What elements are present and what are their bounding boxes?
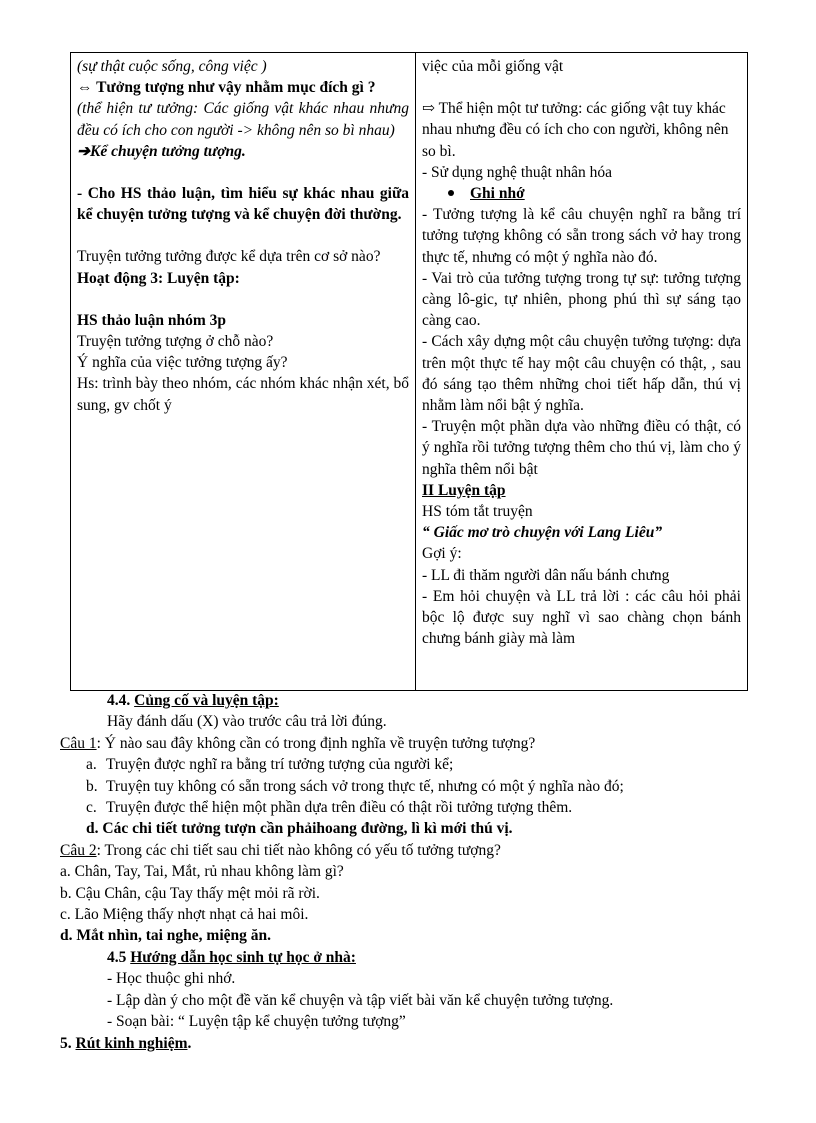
right-paragraph: việc của mỗi giống vật [422,58,564,75]
section-4-5-title: Hướng dẫn học sinh tự học ở nhà: [130,948,356,966]
question-2-option: b. Cậu Chân, cậu Tay thấy mệt mỏi rã rời. [60,884,320,902]
left-paragraph: Hoạt động 3: Luyện tập: [77,269,240,287]
left-paragraph: ➔Kể chuyện tưởng tượng. [77,142,246,160]
homework-item: - Lập dàn ý cho một đề văn kể chuyện và tập viết bài văn kể chuyện tưởng tượng. [107,991,614,1009]
right-paragraph: Ghi nhớ [422,183,741,204]
question-2-option: c. Lão Miệng thấy nhợt nhạt cả hai môi. [60,906,309,924]
question-1-label: Câu 1 [60,734,97,752]
bullet-icon [448,190,454,196]
right-paragraph: - Sử dụng nghệ thuật nhân hóa [422,163,613,181]
question-1-answer: d. Các chi tiết tưởng tượn cần phảihoang đường, lì kì mới thú vị. [86,820,513,838]
right-paragraph: - Cách xây dựng một câu chuyện tưởng tượng: dựa trên một thực tế hay một câu chuyện có thật, , sau đó sáng tạo thêm những choi tiết hấp dẫn, thú vị nhằm làm nổi bật ý nghĩa. [422,333,741,415]
question-2: Câu 2: Trong các chi tiết sau chi tiết nào không có yếu tố tưởng tượng? [60,841,501,859]
left-paragraph: Hs: trình bày theo nhóm, các nhóm khác nhận xét, bổ sung, gv chốt ý [77,375,409,414]
lesson-table [70,52,748,691]
question-2-option: a. Chân, Tay, Tai, Mắt, rủ nhau không làm gì? [60,863,344,881]
section-4-5-heading: 4.5 Hướng dẫn học sinh tự học ở nhà: [107,948,356,966]
question-1-option: a. Truyện được nghĩ ra bằng trí tưởng tượng của người kể; [86,756,454,774]
section-4-4-title: Củng cố và luyện tập: [134,692,279,709]
left-paragraph: HS thảo luận nhóm 3p [77,311,227,329]
left-paragraph: - Cho HS thảo luận, tìm hiểu sự khác nhau giữa kể chuyện tưởng tượng và kể chuyện đời thường. [77,185,409,224]
right-paragraph: - Em hỏi chuyện và LL trả lời : các câu hỏi phải bộc lộ được suy nghĩ vì sao chàng chọn bánh chưng bánh giày mà làm [422,587,741,648]
left-paragraph [77,225,409,246]
question-2-answer: d. Mắt nhìn, tai nghe, miệng ăn. [60,927,272,945]
question-1: Câu 1: Ý nào sau đây không cần có trong định nghĩa về truyện tưởng tượng? [60,734,536,752]
left-paragraph: Ý nghĩa của việc tưởng tượng ấy? [77,354,288,372]
right-paragraph: - Vai trò của tưởng tượng trong tự sự: tưởng tượng càng lô-gic, tự nhiên, phong phú thì sự sáng tạo càng cao. [422,269,741,330]
homework-item: - Soạn bài: “ Luyện tập kể chuyện tưởng tượng” [107,1013,406,1031]
right-column [416,53,748,691]
lesson-continuation [60,690,750,1054]
left-paragraph [77,162,409,183]
right-paragraph: HS tóm tắt truyện [422,503,533,521]
right-paragraph [422,77,741,98]
right-paragraph: II Luyện tập [422,481,506,499]
left-paragraph: (sự thật cuộc sống, công việc ) [77,58,267,75]
question-2-options [60,861,750,925]
right-paragraph: - LL đi thăm người dân nấu bánh chưng [422,566,670,584]
section-4-4-heading: 4.4. Củng cố và luyện tập: [107,692,279,709]
right-paragraph: - Tưởng tượng là kể câu chuyện nghĩ ra bằng trí tưởng tượng không có sẵn trong sách vở hay trong thực tế, nhưng có một ý nghĩa nào đó. [422,206,741,266]
left-paragraph: ⇔ Tưởng tượng như vậy nhằm mục đích gì ? [77,79,376,97]
left-paragraph: (thể hiện tư tưởng: Các giống vật khác nhau nhưng đều có ích cho con người -> không nên so bì nhau) [77,100,409,139]
right-paragraph: - Truyện một phần dựa vào những điều có thật, có ý nghĩa rồi tưởng tượng thêm cho thú vị, làm cho ý nghĩa thêm nổi bật [422,418,741,478]
section-5-title: Rút kinh nghiệm [75,1034,188,1052]
section-5-heading: 5. Rút kinh nghiệm. [60,1034,192,1052]
right-paragraph: “ Giấc mơ trò chuyện với Lang Liêu” [422,524,663,542]
right-paragraph: Gợi ý: [422,545,462,563]
homework-list [60,968,750,1032]
question-1-option: c. Truyện được thể hiện một phần dựa trên điều có thật rồi tưởng tượng thêm. [86,799,573,817]
left-paragraph: Truyện tưởng tượng ở chỗ nào? [77,333,274,351]
question-1-option: b. Truyện tuy không có sẵn trong sách vở trong thực tế, nhưng có một ý nghĩa nào đó; [86,777,624,795]
left-paragraph [77,289,409,310]
left-paragraph: Truyện tưởng tưởng được kể dựa trên cơ sở nào? [77,248,381,266]
right-paragraph: ⇨ Thể hiện một tư tưởng: các giống vật tuy khác nhau nhưng đều có ích cho con người, không nên so bì. [422,100,729,160]
homework-item: - Học thuộc ghi nhớ. [107,970,236,988]
question-2-label: Câu 2 [60,841,97,859]
question-1-options [60,754,750,818]
instruction: Hãy đánh dấu (X) vào trước câu trả lời đúng. [107,713,387,731]
left-column [71,53,416,691]
